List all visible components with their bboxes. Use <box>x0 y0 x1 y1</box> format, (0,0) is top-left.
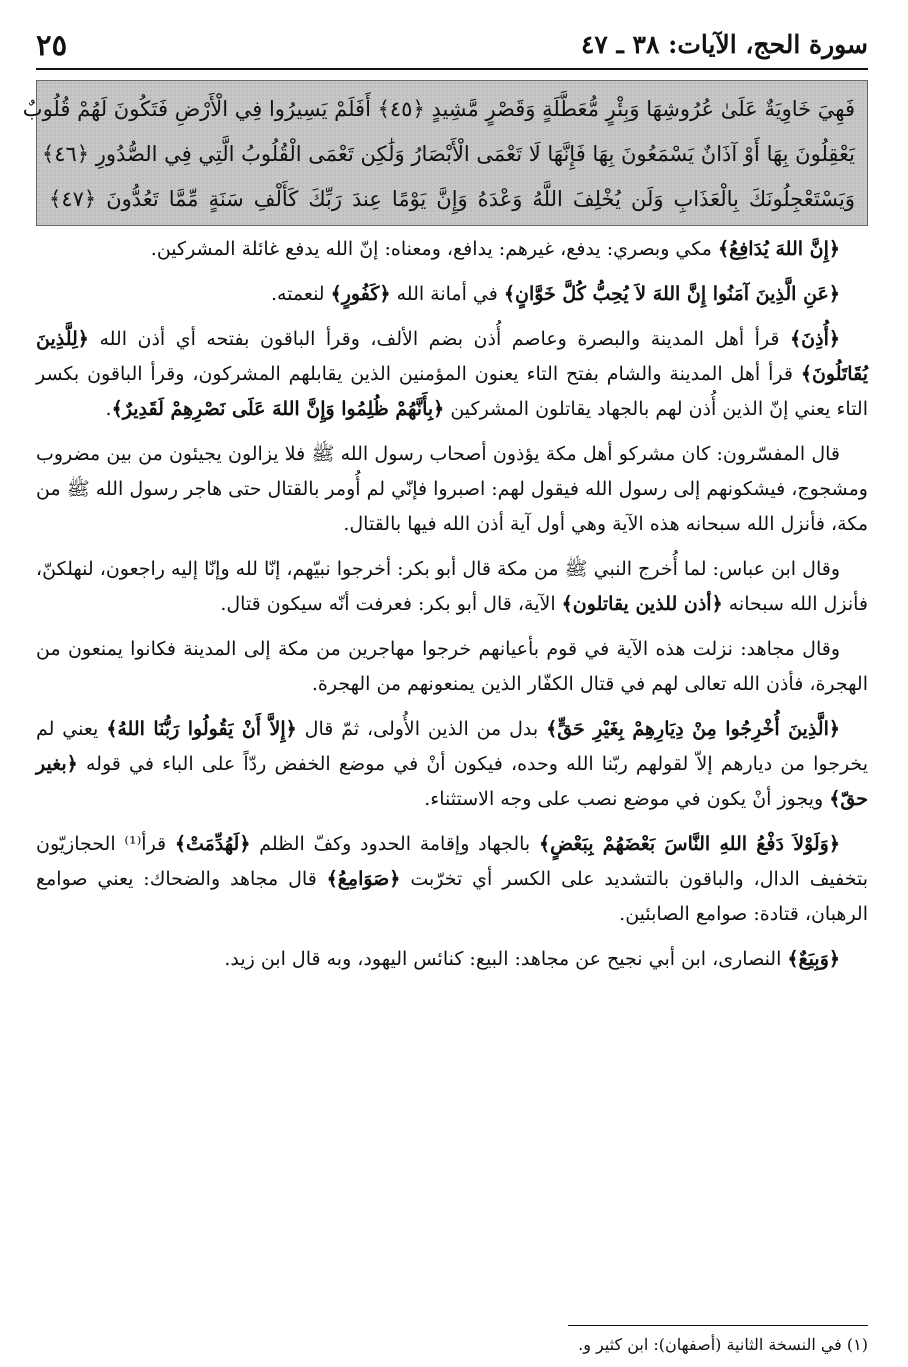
page-header <box>36 28 868 70</box>
page-number: ٢٥ <box>36 28 68 62</box>
footnote: (١) في النسخة الثانية (أصفهان): ابن كثير و. <box>578 1335 868 1354</box>
commentary-text: الآية، قال أبو بكر: فعرفت أنّه سيكون قتال. <box>220 593 562 615</box>
commentary-paragraph <box>36 232 868 267</box>
quran-quote: ﴿أذن للذين يقاتلون﴾ <box>561 593 723 615</box>
commentary-paragraph <box>36 277 868 312</box>
commentary-text: قال مجاهد والضحاك: يعني صوامع الرهبان، قتادة: صوامع الصابئين. <box>36 868 868 925</box>
commentary-text: لنعمته. <box>270 283 331 305</box>
commentary-text: بالجهاد وإقامة الحدود وكفّ الظلم <box>250 833 539 855</box>
surah-title: سورة الحج، الآيات: ٣٨ ـ ٤٧ <box>580 30 868 59</box>
commentary-body <box>36 232 868 987</box>
commentary-text: في أمانة الله <box>390 283 504 305</box>
quran-quote: ﴿وَبِيَعٌ﴾ <box>787 948 840 970</box>
quran-quote: ﴿إِلاَّ أَنْ يَقُولُوا رَبُّنَا اللهُ﴾ <box>106 718 297 740</box>
commentary-text: . <box>105 398 112 420</box>
commentary-paragraph <box>36 712 868 817</box>
quran-quote: ﴿إِنَّ اللهَ يُدَافِعُ﴾ <box>717 238 840 260</box>
quran-quote: ﴿لِلَّذِينَ يُقَاتَلُونَ﴾ <box>36 328 868 385</box>
commentary-text: وقال مجاهد: نزلت هذه الآية في قوم بأعيانهم خرجوا مهاجرين من مكة إلى المدينة فكانوا يمنعون من الهجرة، فأذن الله تعالى لهم في قتال الكفّار الذين يمنعونهم من الهجرة. <box>36 638 868 695</box>
commentary-text: النصارى، ابن أبي نجيح عن مجاهد: البيع: كنائس اليهود، وبه قال ابن زيد. <box>224 948 788 970</box>
quran-quote: ﴿بغير حقّ﴾ <box>36 753 868 810</box>
commentary-paragraph <box>36 942 868 977</box>
commentary-text: قال المفسّرون: كان مشركو أهل مكة يؤذون أصحاب رسول الله ﷺ فلا يزالون يجيئون من بين مضروب ومشجوج، فيشكونهم إلى رسول الله فيقول لهم: اصبروا فإنّي لم أُومر بالقتال حتى هاجر رسول الله ﷺ من مكة، فأنزل الله سبحانه هذه الآية وهي أول آية أذن الله فيها بالقتال. <box>36 443 868 535</box>
quran-line: فَهِيَ خَاوِيَةٌ عَلَىٰ عُرُوشِهَا وَبِئْرٍ مُّعَطَّلَةٍ وَقَصْرٍ مَّشِيدٍ ﴿٤٥﴾ أَفَلَمْ يَسِيرُوا فِي الْأَرْضِ فَتَكُونَ لَهُمْ قُلُوبٌ <box>22 97 855 121</box>
quran-quote: ﴿عَنِ الَّذِينَ آمَنُوا إِنَّ اللهَ لاَ يُحِبُّ كُلَّ خَوَّانٍ﴾ <box>503 283 840 305</box>
commentary-paragraph <box>36 632 868 702</box>
quran-line: وَيَسْتَعْجِلُونَكَ بِالْعَذَابِ وَلَن يُخْلِفَ اللَّهُ وَعْدَهُ وَإِنَّ يَوْمًا عِندَ رَبِّكَ كَأَلْفِ سَنَةٍ مِّمَّا تَعُدُّونَ ﴿٤٧﴾ <box>49 187 855 211</box>
commentary-text: مكي وبصري: يدفع، غيرهم: يدافع، ومعناه: إنّ الله يدفع غائلة المشركين. <box>150 238 718 260</box>
quran-quote: ﴿الَّذِينَ أُخْرِجُوا مِنْ دِيَارِهِمْ بِغَيْرِ حَقٍّ﴾ <box>546 718 841 740</box>
commentary-text: يعني لم يخرجوا من ديارهم إلاّ لقولهم ربّنا الله وحده، فيكون أنْ في موضع الخفض ردّاً على الباء في قوله <box>36 718 868 775</box>
quran-quote: ﴿كَفُورٍ﴾ <box>330 283 391 305</box>
commentary-text: قرأ أهل المدينة والبصرة وعاصم أُذن بضم الألف، وقرأ الباقون بفتحه أي أذن الله <box>88 328 791 350</box>
quran-quote: ﴿بِأَنَّهُمْ ظُلِمُوا وَإِنَّ اللهَ عَلَى نَصْرِهِمْ لَقَدِيرٌ﴾ <box>111 398 445 420</box>
quran-quote: ﴿لَهُدِّمَتْ﴾ <box>174 833 251 855</box>
commentary-text: ويجوز أنْ يكون في موضع نصب على وجه الاستثناء. <box>424 788 830 810</box>
commentary-text: بدل من الذين الأُولى، ثمّ قال <box>296 718 547 740</box>
quran-quote: ﴿صَوَامِعُ﴾ <box>326 868 401 890</box>
quran-verses-box <box>22 80 868 226</box>
footnote-divider <box>568 1325 868 1326</box>
commentary-paragraph <box>36 552 868 622</box>
commentary-text: وقال ابن عباس: لما أُخرج النبي ﷺ من مكة قال أبو بكر: أخرجوا نبيّهم، إنّا لله وإنّا إليه راجعون، لنهلكنّ، فأنزل الله سبحانه <box>36 558 868 615</box>
commentary-paragraph <box>36 827 868 932</box>
commentary-paragraph <box>36 437 868 542</box>
quran-line: يَعْقِلُونَ بِهَا أَوْ آذَانٌ يَسْمَعُونَ بِهَا فَإِنَّهَا لَا تَعْمَى الْأَبْصَارُ وَلَٰكِن تَعْمَى الْقُلُوبُ الَّتِي فِي الصُّدُورِ ﴿٤٦﴾ <box>41 142 855 166</box>
commentary-text: قرأ أهل المدينة والشام بفتح التاء يعنون المؤمنين الذين يقابلهم المشركون، وقرأ الباقون بكسر التاء يعني إنّ الذين أُذن لهم بالجهاد يقاتلون المشركين <box>36 363 868 420</box>
commentary-paragraph <box>36 322 868 427</box>
commentary-text: قرأ⁽¹⁾ الحجازيّون بتخفيف الدال، والباقون بالتشديد على الكسر أي تخرّبت <box>36 833 868 890</box>
quran-quote: ﴿وَلَوْلاَ دَفْعُ اللهِ النَّاسَ بَعْضَهُمْ بِبَعْضٍ﴾ <box>538 833 840 855</box>
quran-quote: ﴿أُذِنَ﴾ <box>790 328 840 350</box>
